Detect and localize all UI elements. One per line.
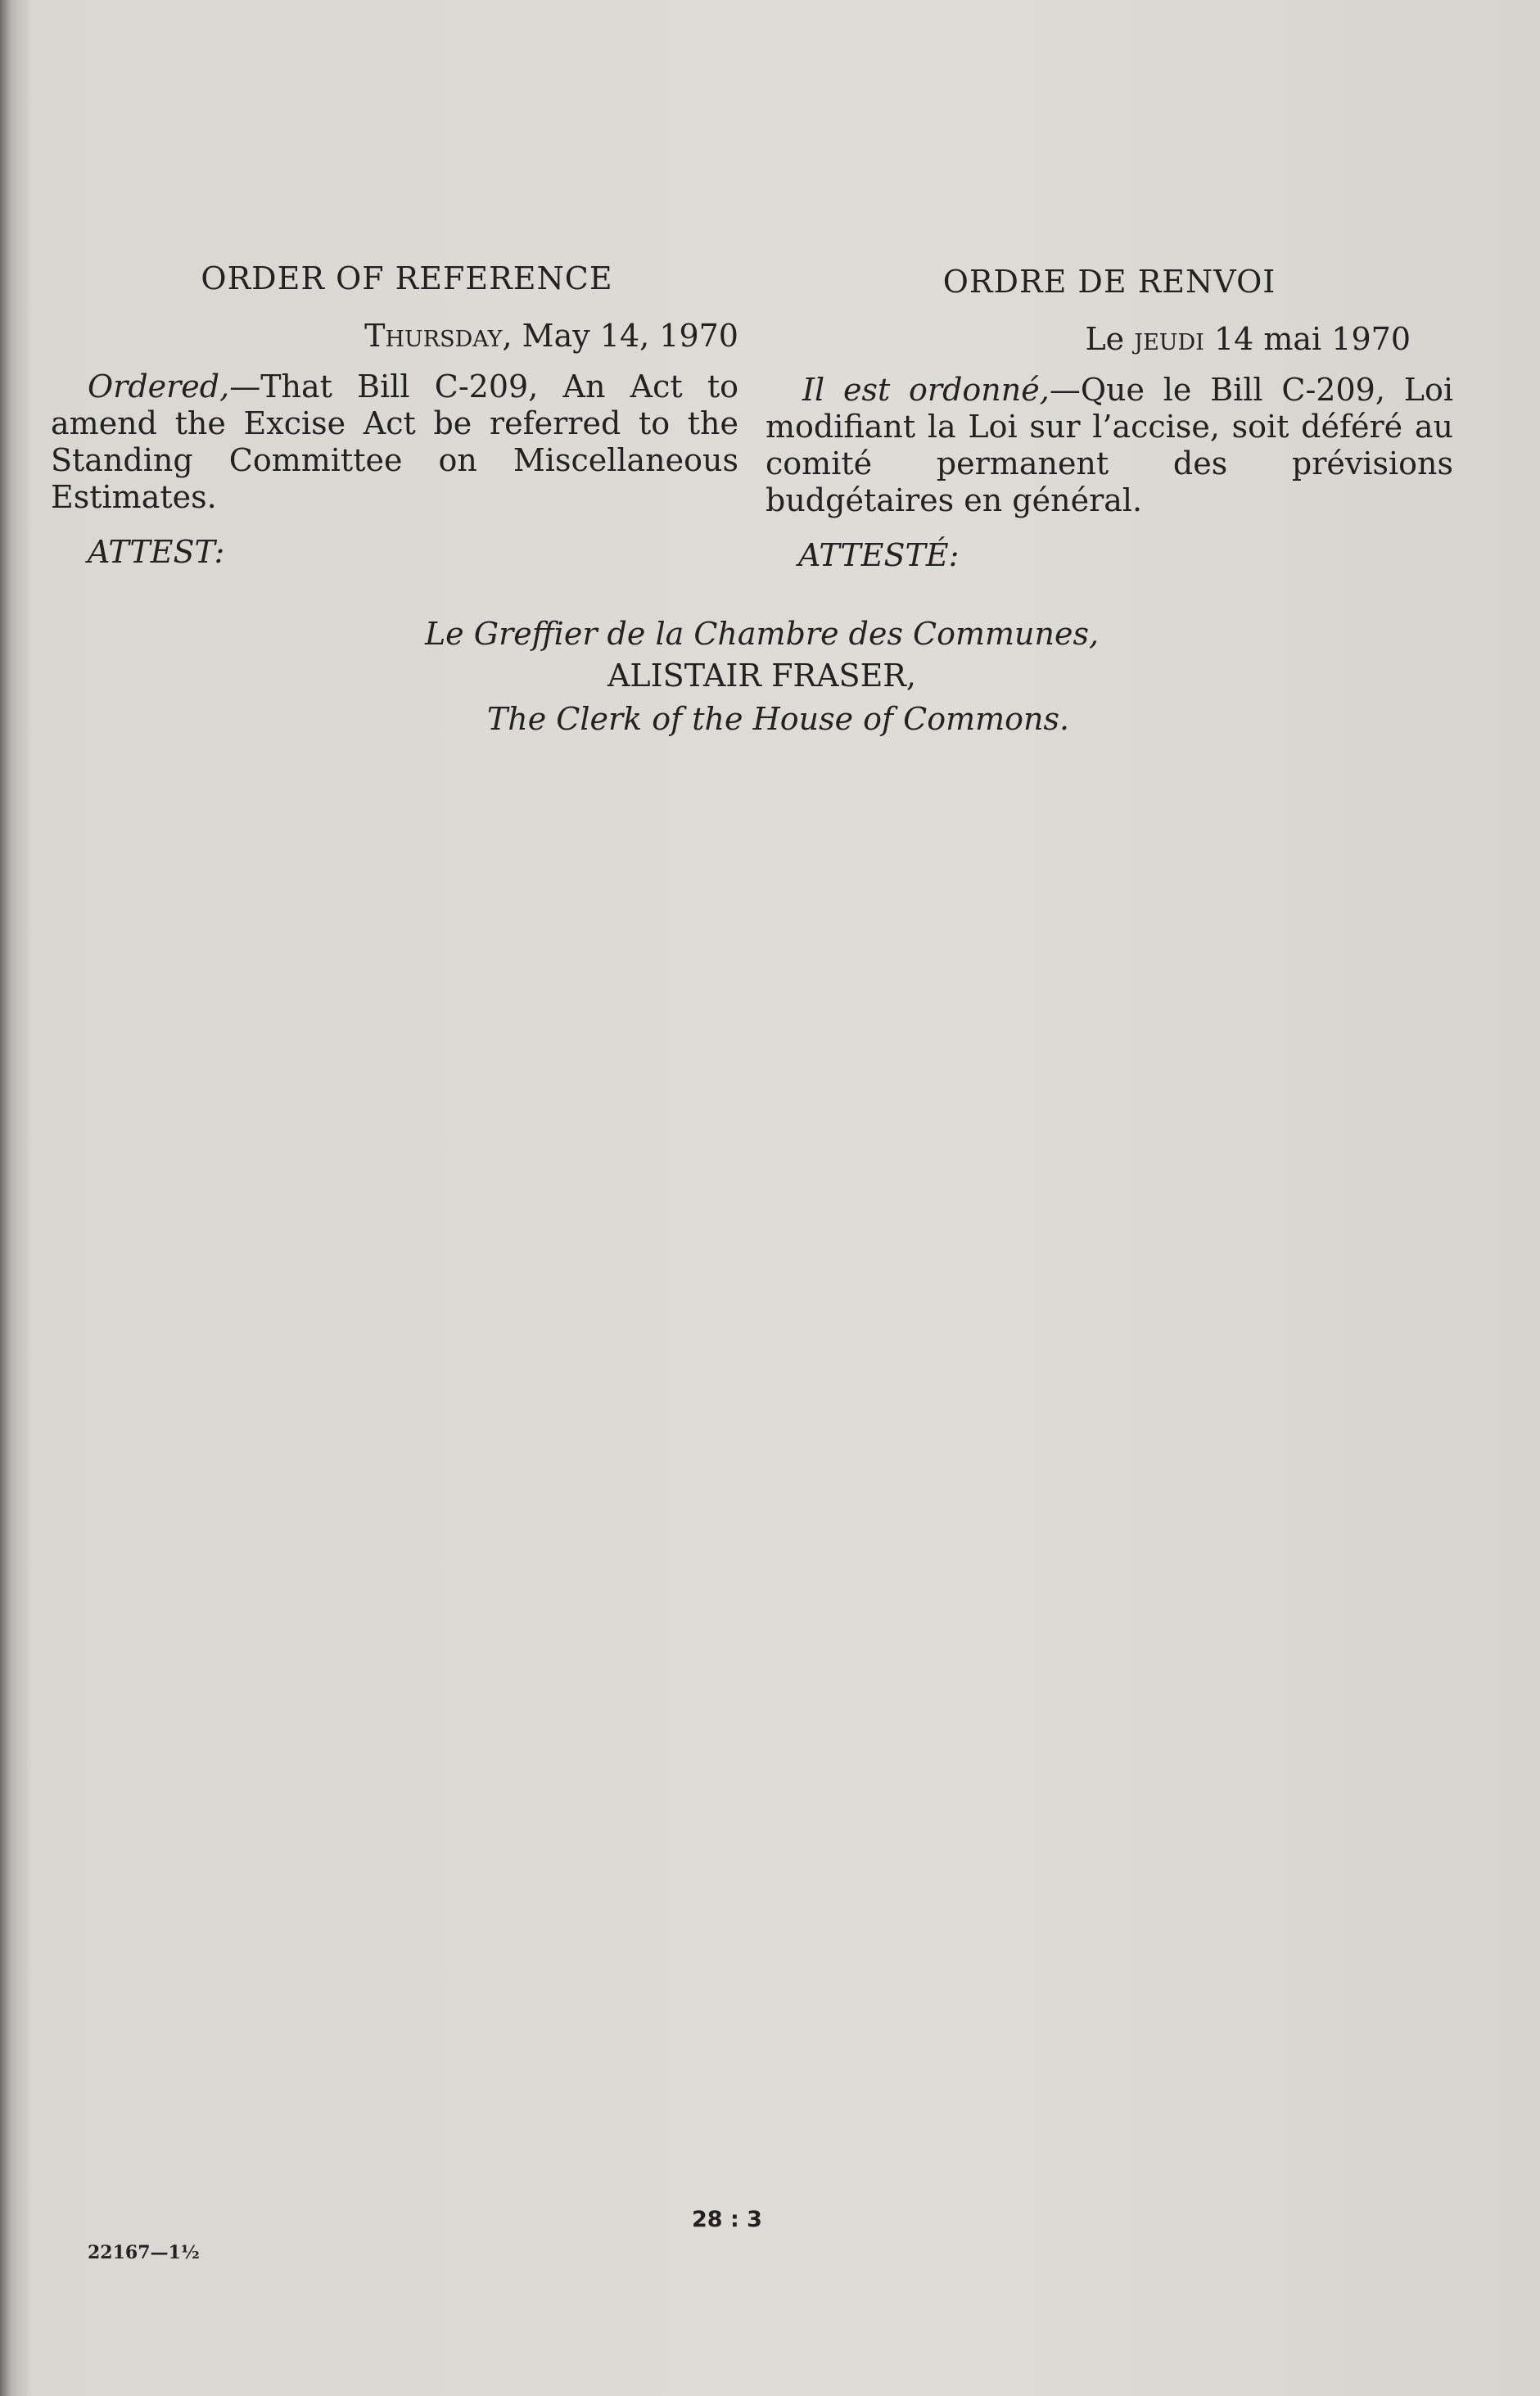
print-reference: 22167—1½: [88, 2242, 200, 2263]
french-order-paragraph: [765, 372, 1453, 519]
english-ordered-label: Ordered,: [88, 368, 230, 405]
signature-clerk-title-en: The Clerk of the House of Commons.: [486, 701, 1070, 737]
french-date-prefix: Le: [1085, 321, 1135, 357]
french-column: [765, 264, 1453, 573]
english-date: [51, 318, 738, 354]
french-date-day: jeudi: [1134, 321, 1204, 357]
french-date-rest: 14 mai 1970: [1204, 321, 1411, 357]
english-date-day: Thursday,: [364, 318, 513, 354]
english-heading: ORDER OF REFERENCE: [201, 260, 613, 296]
english-date-rest: May 14, 1970: [512, 318, 738, 354]
english-attest: ATTEST:: [88, 534, 225, 570]
page-number: 28 : 3: [692, 2207, 762, 2232]
french-ordered-text: —Que le Bill C-209, Loi modifiant la Loi sur l’accise, soit déféré au comité permanent des prévisions budgétaires en général.: [765, 372, 1453, 518]
french-ordered-label: Il est ordonné,: [802, 372, 1050, 408]
english-column: [51, 260, 738, 570]
signature-name: ALISTAIR FRASER,: [607, 658, 916, 694]
signature-clerk-title-fr: Le Greffier de la Chambre des Communes,: [424, 616, 1100, 652]
english-order-paragraph: [51, 368, 738, 516]
french-heading: ORDRE DE RENVOI: [942, 264, 1276, 300]
french-date: [765, 321, 1453, 357]
french-attest: ATTESTÉ:: [798, 537, 960, 573]
english-ordered-text: —That Bill C-209, An Act to amend the Excise Act be referred to the Standing Committee on Miscellaneous Estimates.: [51, 368, 738, 515]
